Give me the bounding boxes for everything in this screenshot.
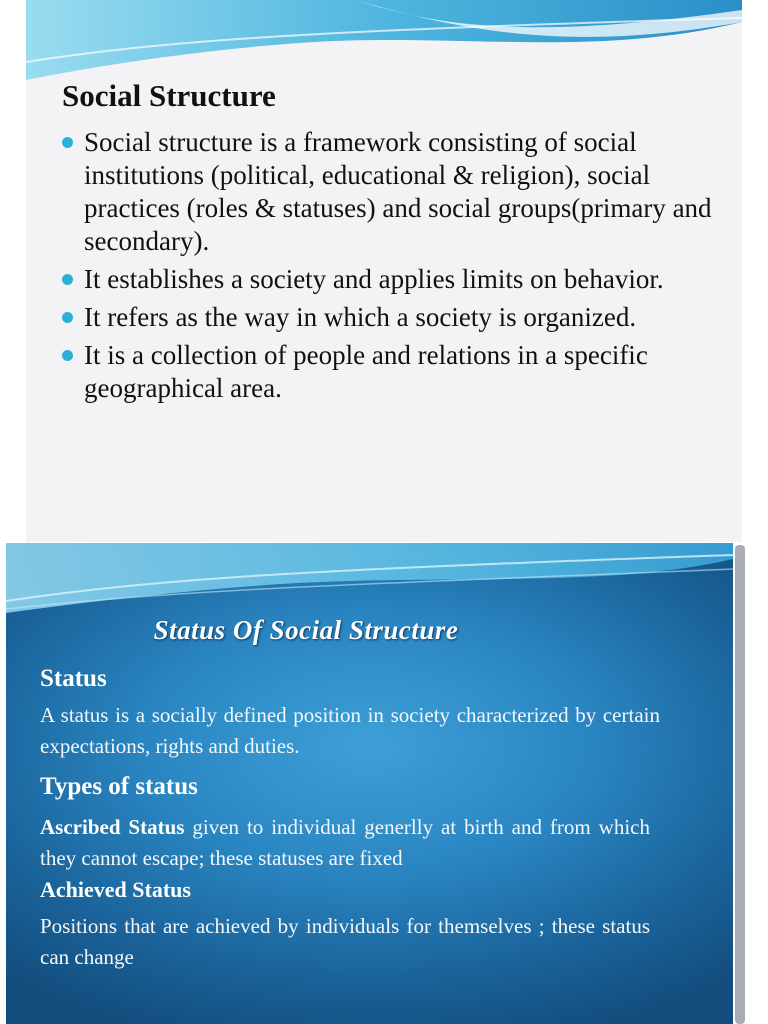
status-definition: A status is a socially defined position in society characterized by certain expectations, rights and duties. [40, 703, 660, 758]
slide1-wave-banner [26, 0, 742, 90]
list-item [60, 126, 720, 258]
achieved-status-heading: Achieved Status [40, 877, 191, 902]
bullet-text: It establishes a society and applies limits on behavior. [84, 264, 664, 294]
ascribed-status-label: Ascribed Status [40, 815, 185, 839]
slide1-title: Social Structure [62, 78, 276, 113]
bullet-dot-icon [62, 312, 73, 323]
bullet-text: It is a collection of people and relations in a specific geographical area. [84, 340, 648, 403]
slide-status-of-social-structure [6, 543, 733, 1024]
slide1-bullet-list [60, 126, 720, 410]
slide2-wave-banner [6, 543, 733, 623]
list-item [60, 263, 720, 296]
bullet-dot-icon [62, 137, 73, 148]
types-of-status-heading: Types of status [40, 773, 198, 800]
status-heading: Status [40, 665, 107, 692]
slide2-title: Status Of Social Structure [153, 615, 459, 645]
achieved-status-text: Positions that are achieved by individuals for themselves ; these status can change [40, 914, 650, 969]
bullet-dot-icon [62, 350, 73, 361]
list-item [60, 301, 720, 334]
ascribed-status-text: given to individual generlly at birth and from which they cannot escape; these statuses are fixed [40, 815, 650, 870]
bullet-dot-icon [62, 274, 73, 285]
slide-social-structure [26, 0, 742, 542]
bullet-text: Social structure is a framework consisting of social institutions (political, educational & religion), social practices (roles & statuses) and social groups(primary and secondary). [84, 127, 712, 256]
scrollbar-thumb[interactable] [735, 545, 745, 1024]
list-item [60, 339, 720, 405]
ascribed-status-paragraph [40, 812, 650, 874]
bullet-text: It refers as the way in which a society is organized. [84, 302, 637, 332]
